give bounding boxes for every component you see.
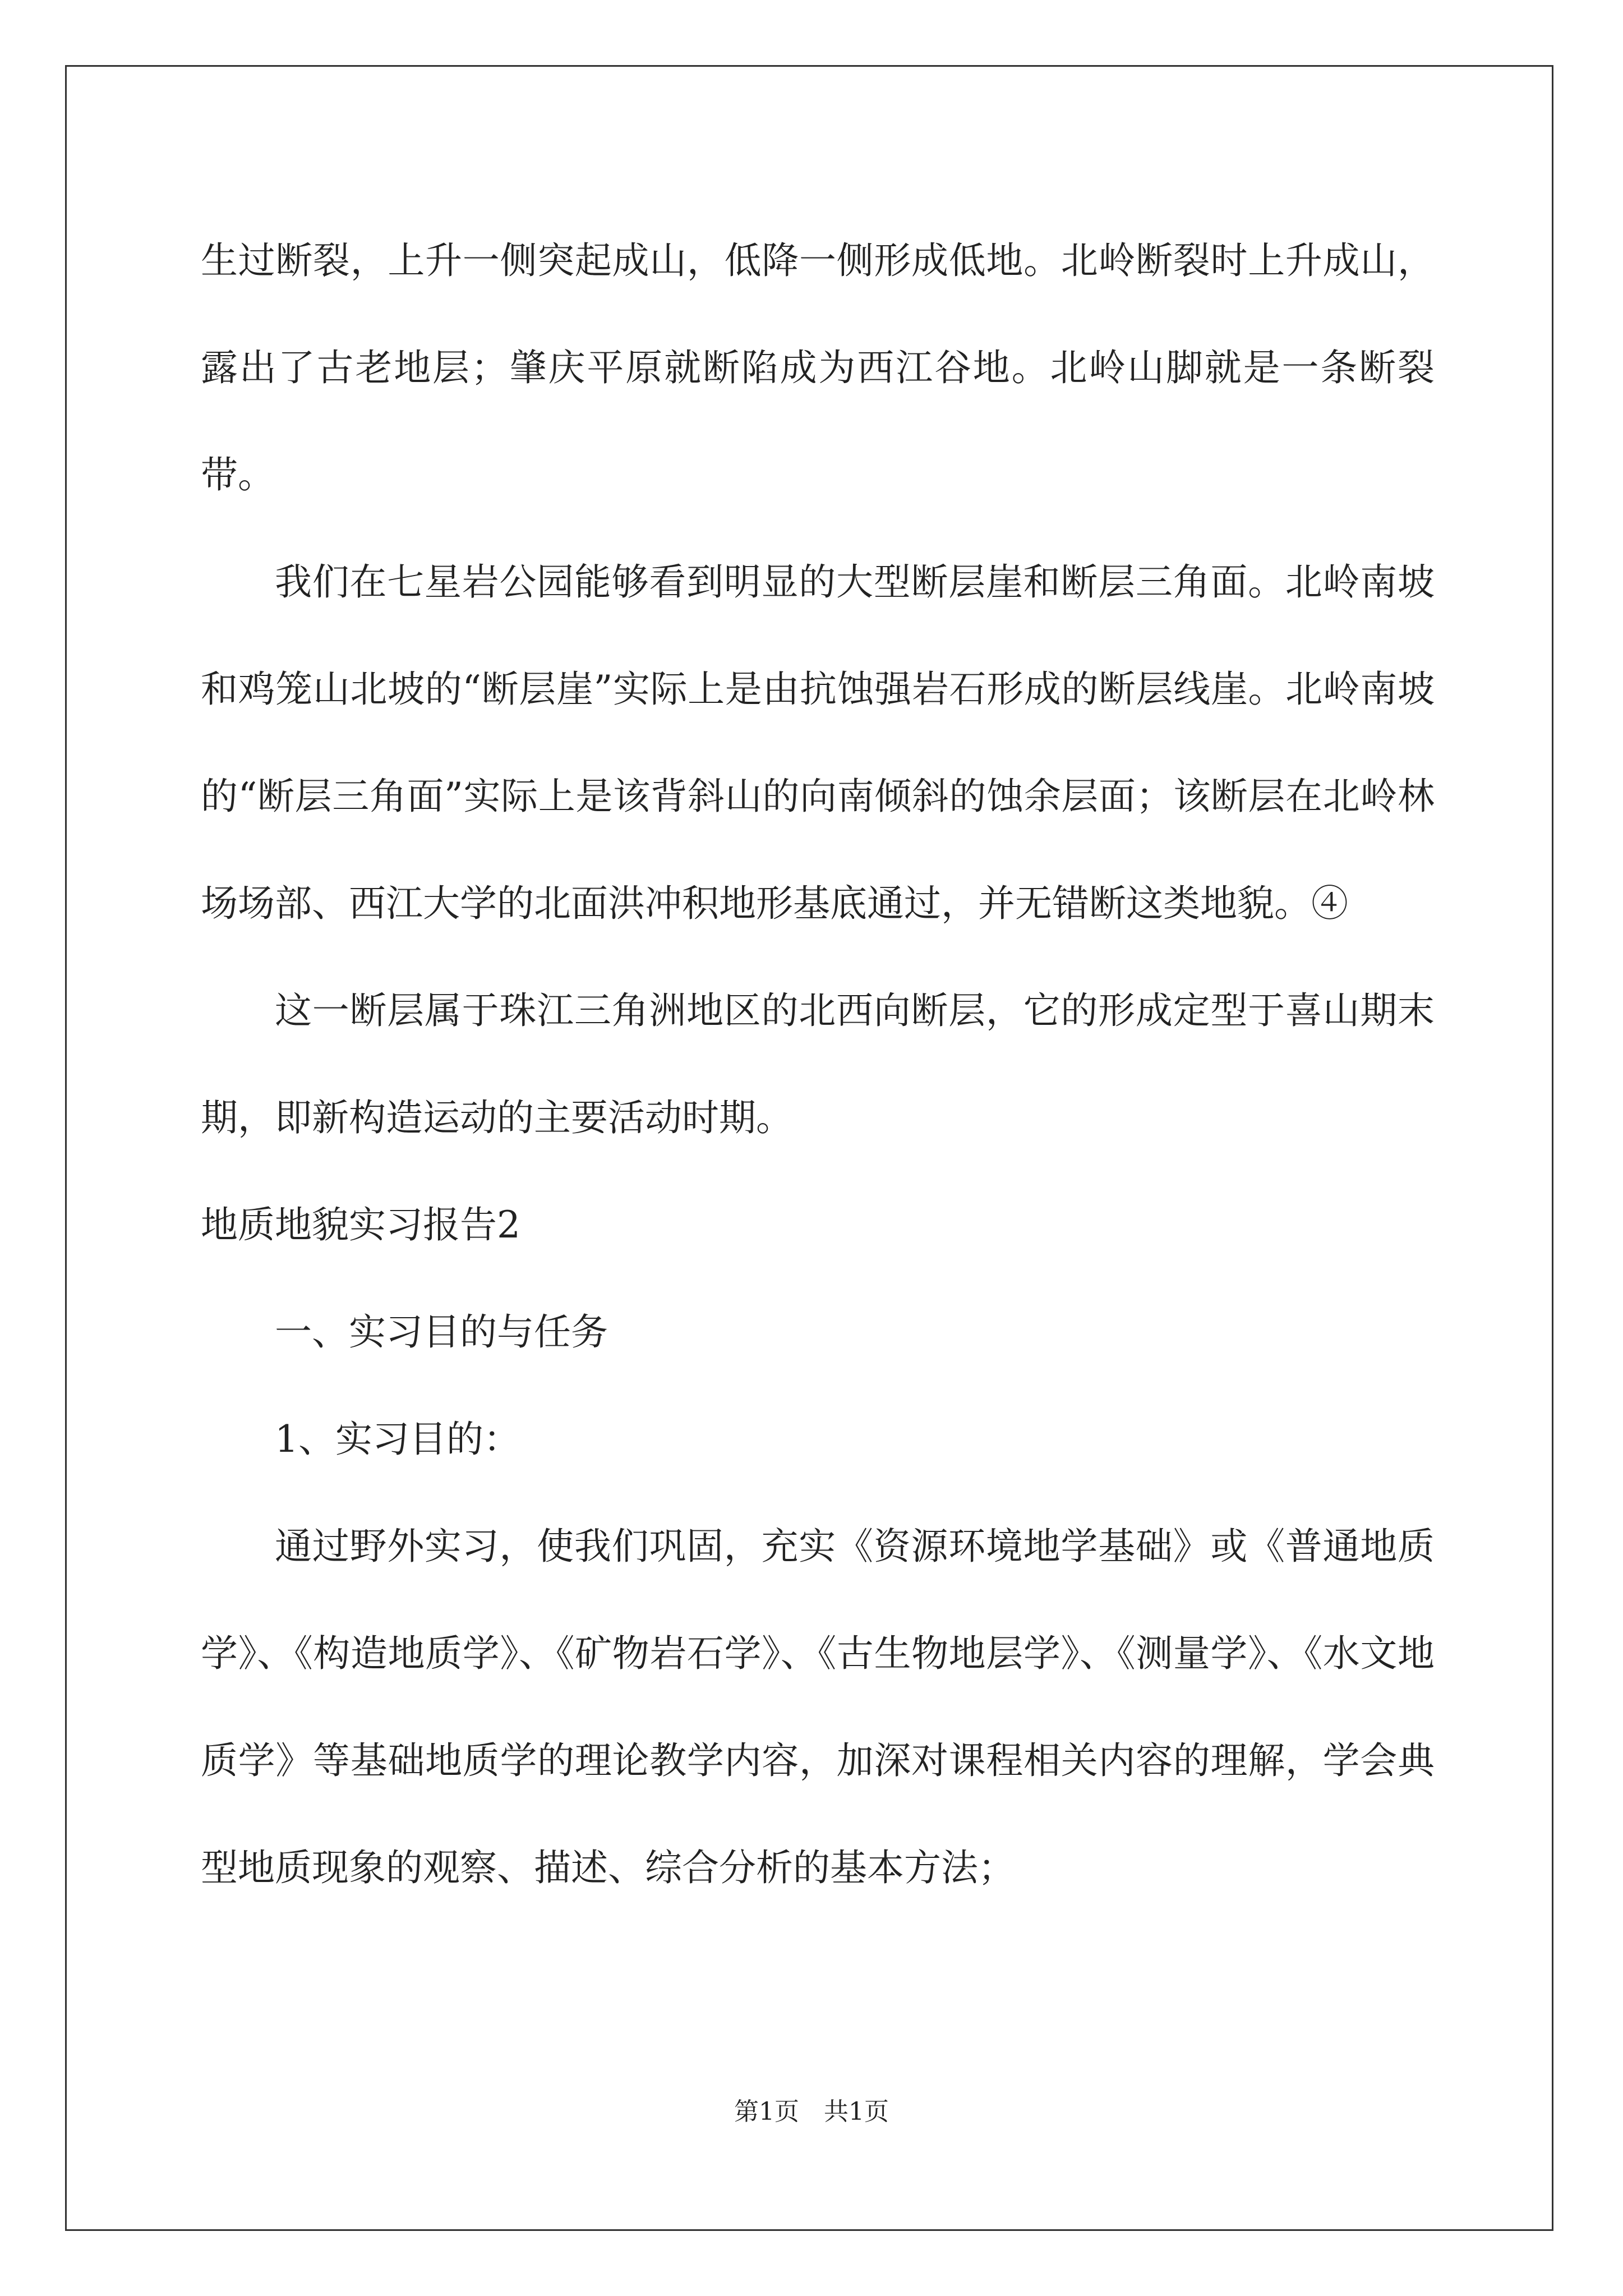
paragraph-purpose-body: 通过野外实习，使我们巩固，充实《资源环境地学基础》或《普通地质学》、《构造地质学》、《矿物岩石学》、《古生物地层学》、《测量学》、《水文地质学》等基础地质学的理论教学内容，加深对课程相关内容的理解，学会典型地质现象的观察、描述、综合分析的基本方法； [201, 1525, 1435, 1889]
subheading-purpose-task: 一、实习目的与任务 [275, 1310, 608, 1354]
page-footer: 第1页 共1页 [734, 2097, 889, 2126]
paragraph-3: 这一断层属于珠江三角洲地区的北西向断层，它的形成定型于喜山期末期，即新构造运动的主要活动时期。 [201, 989, 1435, 1139]
paragraph-1: 生过断裂，上升一侧突起成山，低降一侧形成低地。北岭断裂时上升成山，露出了古老地层；肇庆平原就断陷成为西江谷地。北岭山脚就是一条断裂带。 [201, 239, 1435, 496]
subheading-purpose: 1、实习目的： [275, 1418, 520, 1461]
section-heading: 地质地貌实习报告2 [201, 1203, 520, 1246]
document-body [201, 207, 1435, 1921]
paragraph-2: 我们在七星岩公园能够看到明显的大型断层崖和断层三角面。北岭南坡和鸡笼山北坡的“断层崖”实际上是由抗蚀强岩石形成的断层线崖。北岭南坡的“断层三角面”实际上是该背斜山的向南倾斜的蚀余层面；该断层在北岭林场场部、西江大学的北面洪冲积地形基底通过，并无错断这类地貌。④ [201, 560, 1435, 925]
